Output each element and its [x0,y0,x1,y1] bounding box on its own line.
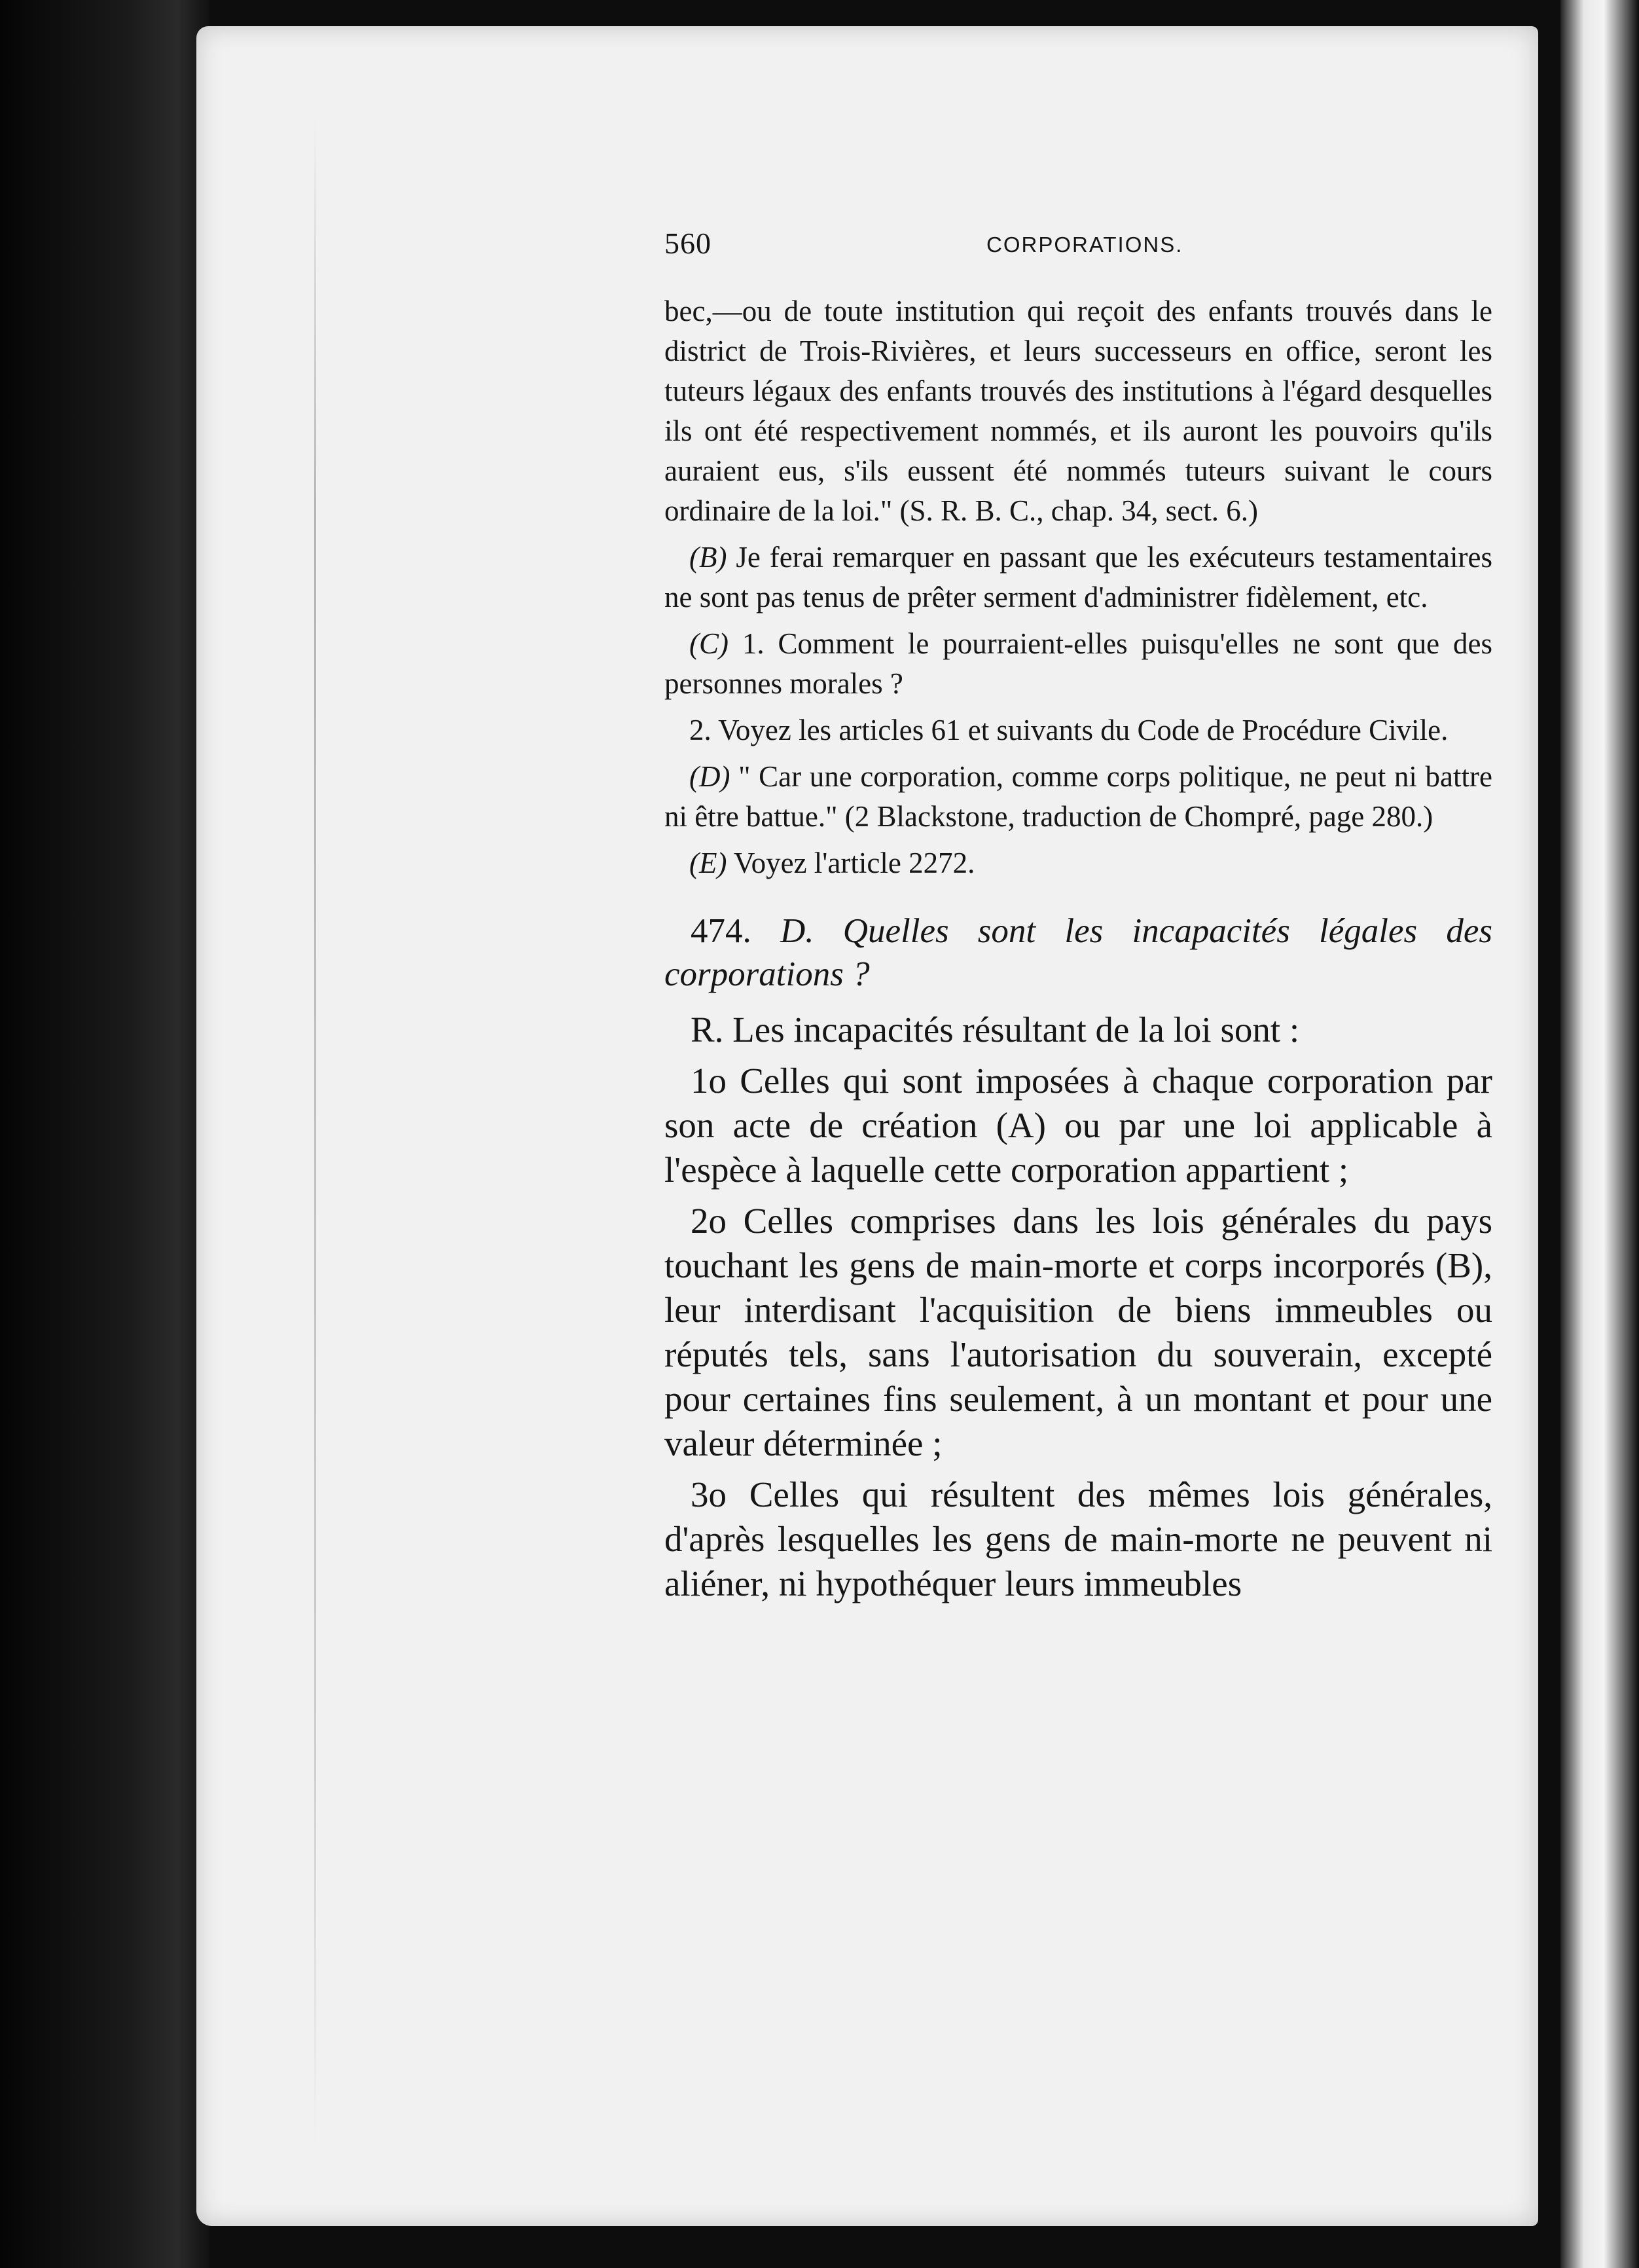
answer-point-1: 1o Celles qui sont imposées à chaque corporation par son acte de création (A) ou par une loi applicable à l'espèce à laquelle cette corporation appartient ; [664,1061,1492,1190]
footnote-e [664,843,1492,883]
footnote-b [664,538,1492,617]
footnote-text: Voyez l'article 2272. [727,847,975,879]
footnote-continuation [664,291,1492,531]
page-number: 560 [664,227,711,260]
question-474 [664,909,1492,996]
page-fold-line [314,118,316,2148]
running-title: CORPORATIONS. [986,232,1183,257]
footnote-label: (B) [689,541,727,574]
scan-background-left [0,0,209,2268]
footnote-text: " Car une corporation, comme corps politique, ne peut ni battre ni être battue." (2 Blackstone, traduction de Chompré, page 280.) [664,760,1492,833]
footnote-text: 1. Comment le pourraient-elles puisqu'elles ne sont que des personnes morales ? [664,627,1492,700]
footnote-c [664,624,1492,704]
running-head [664,226,1492,265]
question-text: D. Quelles sont les incapacités légales des corporations ? [664,912,1493,993]
question-number: 474. [691,912,751,950]
footnote-text: bec,—ou de toute institution qui reçoit des enfants trouvés dans le district de Trois-Rivières, et leurs successeurs en office, seront les tuteurs légaux des enfants trouvés des institutions à l'égard desquelles ils ont été respectivement nommés, et ils auront les pouvoirs qu'ils auraient eus, s'ils eussent été nommés tuteurs suivant le cours ordinaire de la loi." (S. R. B. C., chap. 34, sect. 6.) [664,295,1492,527]
footnotes [664,291,1492,883]
answer-point-2: 2o Celles comprises dans les lois générales du pays touchant les gens de main-morte et corps incorporés (B), leur interdisant l'acquisition de biens immeubles ou réputés tels, sans l'autorisation du souverain, excepté pour certaines fins seulement, à un montant et pour une valeur déterminée ; [664,1201,1492,1463]
footnote-label: (D) [689,760,730,793]
answer-point-3: 3o Celles qui résultent des mêmes lois générales, d'après lesquelles les gens de main-morte ne peuvent ni aliéner, ni hypothéquer leurs immeubles [664,1474,1492,1603]
answer-body [664,1008,1492,1606]
answer-intro: R. Les incapacités résultant de la loi sont : [691,1010,1300,1050]
footnote-label: (E) [689,847,727,879]
footnote-label: (C) [689,627,729,660]
footnote-d [664,757,1492,837]
footnote-text: Je ferai remarquer en passant que les exécuteurs testamentaires ne sont pas tenus de prêter serment d'administrer fidèlement, etc. [664,541,1492,613]
footnote-c-2 [664,710,1492,750]
footnote-text: 2. Voyez les articles 61 et suivants du Code de Procédure Civile. [689,714,1449,746]
page-content [664,226,1492,1606]
scan-background-right [1560,0,1639,2268]
